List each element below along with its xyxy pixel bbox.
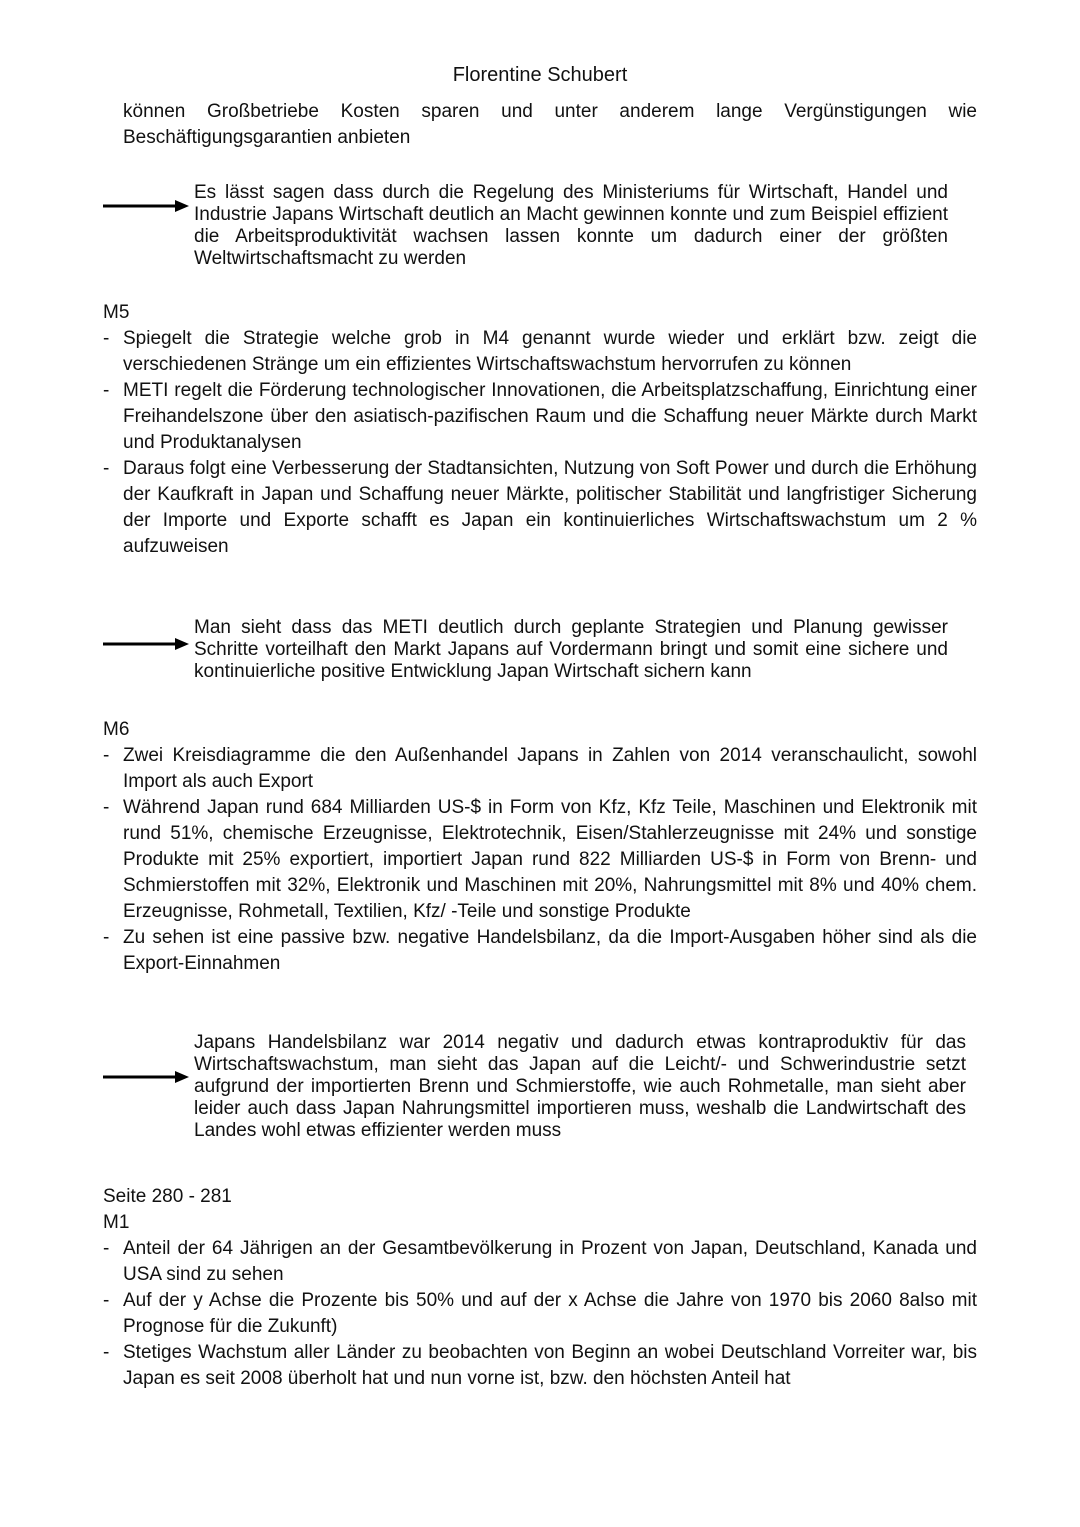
- page-reference: Seite 280 - 281: [103, 1186, 232, 1207]
- conclusion-paragraph-2: Man sieht dass das METI deutlich durch geplante Strategien und Planung gewisser Schritte vorteilhaft den Markt Japans auf Vordermann bringt und somit eine sichere und kontinuierliche positive Entwicklung Japan Wirtschaft sichern kann: [194, 617, 948, 682]
- section-heading-m5: M5: [103, 302, 130, 323]
- section-heading-m6: M6: [103, 719, 130, 740]
- conclusion-paragraph-1: Es lässt sagen dass durch die Regelung des Ministeriums für Wirtschaft, Handel und Industrie Japans Wirtschaft deutlich an Macht gewinnen konnte und zum Beispiel effizient die Arbeitsproduktivität wachsen lassen konnte um dadurch einer der größten Weltwirtschaftsmacht zu werden: [194, 182, 948, 269]
- list-item: - Daraus folgt eine Verbesserung der Stadtansichten, Nutzung von Soft Power und durch die Erhöhung der Kaufkraft in Japan und Schaffung neuer Märkte, politischer Stabilität und langfristiger Sicherung der Importe und Exporte schafft es Japan ein kontinuierliches Wirtschaftswachstum um 2 % aufzuweisen: [103, 456, 977, 560]
- author-name: Florentine Schubert: [452, 64, 628, 86]
- bullet-list-m1: [103, 1236, 977, 1392]
- arrow-icon: [103, 199, 189, 213]
- conclusion-paragraph-3: Japans Handelsbilanz war 2014 negativ und dadurch etwas kontraproduktiv für das Wirtschaftswachstum, man sieht das Japan auf die Leicht/- und Schwerindustrie setzt aufgrund der importierten Brenn und Schmierstoffe, wie auch Rohmetalle, man sieht aber leider auch dass Japan Nahrungsmittel importieren muss, weshalb die Landwirtschaft des Landes wohl etwas effizienter werden muss: [194, 1032, 966, 1141]
- section-heading-m1: M1: [103, 1212, 130, 1233]
- list-item: - METI regelt die Förderung technologischer Innovationen, die Arbeitsplatzschaffung, Einrichtung einer Freihandelszone über den asiatisch-pazifischen Raum und die Schaffung neuer Märkte durch Markt und Produktanalysen: [103, 378, 977, 456]
- list-item: - Während Japan rund 684 Milliarden US-$ in Form von Kfz, Kfz Teile, Maschinen und Elektronik mit rund 51%, chemische Erzeugnisse, Elektrotechnik, Eisen/Stahlerzeugnisse mit 24% und sonstige Produkte mit 25% exportiert, importiert Japan rund 822 Milliarden US-$ in Form von Brenn- und Schmierstoffen mit 32%, Elektronik und Maschinen mit 20%, Nahrungsmittel mit 8% und 40% chem. Erzeugnisse, Rohmetall, Textilien, Kfz/ -Teile und sonstige Produkte: [103, 795, 977, 925]
- list-item: - Stetiges Wachstum aller Länder zu beobachten von Beginn an wobei Deutschland Vorreiter war, bis Japan es seit 2008 überholt hat und nun vorne ist, bzw. den höchsten Anteil hat: [103, 1340, 977, 1392]
- bullet-list-m6: [103, 743, 977, 977]
- list-item: - Zu sehen ist eine passive bzw. negative Handelsbilanz, da die Import-Ausgaben höher sind als die Export-Einnahmen: [103, 925, 977, 977]
- bullet-list-m5: [103, 326, 977, 560]
- arrow-icon: [103, 637, 189, 651]
- intro-paragraph: können Großbetriebe Kosten sparen und unter anderem lange Vergünstigungen wie Beschäftigungsgarantien anbieten: [123, 101, 977, 148]
- list-item: - Zwei Kreisdiagramme die den Außenhandel Japans in Zahlen von 2014 veranschaulicht, sowohl Import als auch Export: [103, 743, 977, 795]
- arrow-icon: [103, 1070, 189, 1084]
- list-item: - Spiegelt die Strategie welche grob in M4 genannt wurde wieder und erklärt bzw. zeigt die verschiedenen Stränge um ein effizientes Wirtschaftswachstum hervorrufen zu können: [103, 326, 977, 378]
- list-item: - Anteil der 64 Jährigen an der Gesamtbevölkerung in Prozent von Japan, Deutschland, Kanada und USA sind zu sehen: [103, 1236, 977, 1288]
- list-item: - Auf der y Achse die Prozente bis 50% und auf der x Achse die Jahre von 1970 bis 2060 8also mit Prognose für die Zukunft): [103, 1288, 977, 1340]
